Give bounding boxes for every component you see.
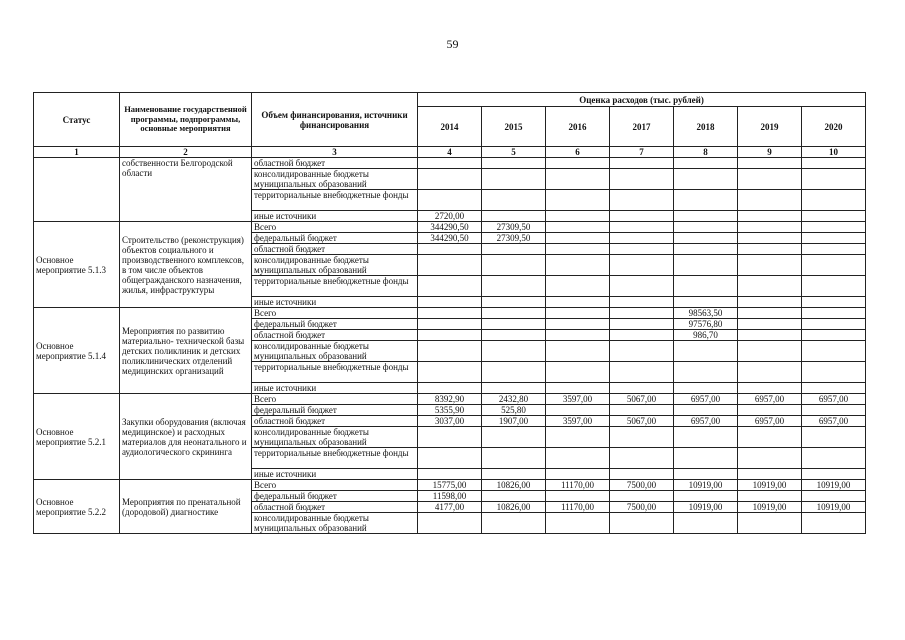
value-cell: 6957,00 [674, 416, 738, 427]
value-cell [802, 469, 866, 480]
financing-source-cell: федеральный бюджет [252, 319, 418, 330]
value-cell [418, 513, 482, 534]
value-cell [546, 276, 610, 297]
value-cell [738, 169, 802, 190]
value-cell [674, 405, 738, 416]
status-cell: Основное мероприятие 5.2.1 [34, 394, 120, 480]
program-name-cell: Мероприятия по развитию материально- технической базы детских поликлиник и детских поликлинических отделений медицинских организаций [120, 308, 252, 394]
value-cell [674, 383, 738, 394]
program-name-cell: Закупки оборудования (включая медицинское) и расходных материалов для неонатального и аудиологического скрининга [120, 394, 252, 480]
column-number: 5 [482, 147, 546, 158]
financing-source-cell: иные источники [252, 211, 418, 222]
table-row [34, 308, 866, 319]
value-cell [482, 158, 546, 169]
column-number: 3 [252, 147, 418, 158]
value-cell: 6957,00 [802, 394, 866, 405]
financing-source-cell: Всего [252, 480, 418, 491]
value-cell [738, 222, 802, 233]
financing-source-cell: консолидированные бюджеты муниципальных образований [252, 513, 418, 534]
value-cell [610, 341, 674, 362]
value-cell: 10919,00 [802, 502, 866, 513]
value-cell: 6957,00 [674, 394, 738, 405]
value-cell [738, 319, 802, 330]
value-cell: 97576,80 [674, 319, 738, 330]
financing-source-cell: федеральный бюджет [252, 491, 418, 502]
value-cell [418, 297, 482, 308]
table-row [34, 158, 866, 169]
value-cell [802, 513, 866, 534]
value-cell [802, 244, 866, 255]
column-number: 2 [120, 147, 252, 158]
financing-source-cell: областной бюджет [252, 330, 418, 341]
status-cell [34, 158, 120, 222]
financing-header: Объем финансирования, источники финансирования [252, 93, 418, 147]
value-cell [738, 383, 802, 394]
value-cell: 27309,50 [482, 222, 546, 233]
value-cell [482, 427, 546, 448]
value-cell [482, 491, 546, 502]
financing-source-cell: иные источники [252, 383, 418, 394]
value-cell [546, 330, 610, 341]
table-row [34, 394, 866, 405]
value-cell [482, 308, 546, 319]
value-cell: 5067,00 [610, 394, 674, 405]
value-cell [802, 330, 866, 341]
value-cell [738, 244, 802, 255]
year-header: 2016 [546, 107, 610, 147]
value-cell [482, 255, 546, 276]
value-cell [418, 244, 482, 255]
year-header: 2019 [738, 107, 802, 147]
value-cell [546, 319, 610, 330]
value-cell [674, 513, 738, 534]
value-cell [674, 297, 738, 308]
value-cell [674, 233, 738, 244]
estimate-header: Оценка расходов (тыс. рублей) [418, 93, 866, 107]
value-cell [610, 513, 674, 534]
value-cell [674, 158, 738, 169]
value-cell [546, 297, 610, 308]
value-cell [674, 244, 738, 255]
value-cell [802, 222, 866, 233]
value-cell: 3597,00 [546, 394, 610, 405]
value-cell [802, 211, 866, 222]
year-header: 2017 [610, 107, 674, 147]
status-cell: Основное мероприятие 5.2.2 [34, 480, 120, 534]
value-cell [482, 211, 546, 222]
value-cell [610, 255, 674, 276]
value-cell: 11170,00 [546, 480, 610, 491]
value-cell [802, 341, 866, 362]
page-number: 59 [446, 37, 459, 51]
value-cell: 525,80 [482, 405, 546, 416]
value-cell: 1907,00 [482, 416, 546, 427]
column-number: 7 [610, 147, 674, 158]
table-row [34, 480, 866, 491]
value-cell [802, 308, 866, 319]
value-cell [738, 308, 802, 319]
value-cell: 10826,00 [482, 502, 546, 513]
year-header: 2018 [674, 107, 738, 147]
value-cell [738, 448, 802, 469]
value-cell [482, 362, 546, 383]
value-cell [802, 158, 866, 169]
value-cell [482, 190, 546, 211]
status-cell: Основное мероприятие 5.1.4 [34, 308, 120, 394]
financing-source-cell: консолидированные бюджеты муниципальных образований [252, 169, 418, 190]
value-cell [738, 190, 802, 211]
value-cell [546, 255, 610, 276]
value-cell [738, 362, 802, 383]
value-cell [546, 190, 610, 211]
table-row [34, 222, 866, 233]
value-cell: 10919,00 [738, 480, 802, 491]
value-cell: 344290,50 [418, 233, 482, 244]
value-cell [674, 211, 738, 222]
value-cell [738, 255, 802, 276]
column-number: 8 [674, 147, 738, 158]
value-cell [482, 244, 546, 255]
value-cell [802, 255, 866, 276]
value-cell [546, 308, 610, 319]
year-header: 2020 [802, 107, 866, 147]
program-name-cell: Мероприятия по пренатальной (дородовой) диагностике [120, 480, 252, 534]
value-cell [482, 448, 546, 469]
value-cell: 15775,00 [418, 480, 482, 491]
value-cell [482, 276, 546, 297]
column-number: 1 [34, 147, 120, 158]
value-cell [738, 491, 802, 502]
financing-source-cell: территориальные внебюджетные фонды [252, 276, 418, 297]
value-cell [738, 330, 802, 341]
value-cell [418, 341, 482, 362]
financing-source-cell: консолидированные бюджеты муниципальных образований [252, 255, 418, 276]
value-cell: 10919,00 [802, 480, 866, 491]
value-cell [802, 233, 866, 244]
value-cell [738, 158, 802, 169]
program-header: Наименование государственной программы, подпрограммы, основные мероприятия [120, 93, 252, 147]
value-cell [610, 362, 674, 383]
value-cell [418, 469, 482, 480]
value-cell [738, 276, 802, 297]
value-cell: 6957,00 [802, 416, 866, 427]
value-cell: 986,70 [674, 330, 738, 341]
financing-source-cell: областной бюджет [252, 502, 418, 513]
value-cell [482, 383, 546, 394]
financing-source-cell: Всего [252, 308, 418, 319]
value-cell [610, 211, 674, 222]
value-cell: 11598,00 [418, 491, 482, 502]
column-number: 10 [802, 147, 866, 158]
value-cell [738, 405, 802, 416]
financing-source-cell: консолидированные бюджеты муниципальных образований [252, 341, 418, 362]
value-cell [610, 222, 674, 233]
value-cell [482, 469, 546, 480]
financing-source-cell: территориальные внебюджетные фонды [252, 362, 418, 383]
value-cell [738, 233, 802, 244]
value-cell: 98563,50 [674, 308, 738, 319]
value-cell [546, 513, 610, 534]
value-cell [610, 383, 674, 394]
value-cell [418, 308, 482, 319]
financing-source-cell: Всего [252, 222, 418, 233]
value-cell [546, 233, 610, 244]
value-cell [546, 383, 610, 394]
value-cell: 7500,00 [610, 502, 674, 513]
value-cell [418, 190, 482, 211]
value-cell [610, 190, 674, 211]
value-cell [546, 222, 610, 233]
value-cell [546, 469, 610, 480]
value-cell [674, 427, 738, 448]
financing-source-cell: федеральный бюджет [252, 233, 418, 244]
value-cell: 3597,00 [546, 416, 610, 427]
value-cell: 11170,00 [546, 502, 610, 513]
value-cell [546, 362, 610, 383]
value-cell: 2432,80 [482, 394, 546, 405]
value-cell [738, 297, 802, 308]
value-cell [738, 513, 802, 534]
value-cell [802, 405, 866, 416]
value-cell [610, 158, 674, 169]
financing-source-cell: иные источники [252, 297, 418, 308]
value-cell [802, 276, 866, 297]
value-cell [546, 405, 610, 416]
financing-source-cell: иные источники [252, 469, 418, 480]
value-cell [738, 211, 802, 222]
value-cell: 5355,90 [418, 405, 482, 416]
value-cell [610, 427, 674, 448]
value-cell [610, 330, 674, 341]
value-cell [418, 362, 482, 383]
value-cell [802, 383, 866, 394]
value-cell [802, 169, 866, 190]
value-cell [418, 158, 482, 169]
budget-table [33, 92, 866, 534]
financing-source-cell: территориальные внебюджетные фонды [252, 448, 418, 469]
value-cell [610, 319, 674, 330]
value-cell [610, 308, 674, 319]
value-cell [802, 190, 866, 211]
financing-source-cell: федеральный бюджет [252, 405, 418, 416]
value-cell [738, 427, 802, 448]
year-header: 2015 [482, 107, 546, 147]
value-cell [610, 448, 674, 469]
value-cell: 3037,00 [418, 416, 482, 427]
value-cell [610, 244, 674, 255]
value-cell: 344290,50 [418, 222, 482, 233]
financing-source-cell: территориальные внебюджетные фонды [252, 190, 418, 211]
column-number: 6 [546, 147, 610, 158]
value-cell: 8392,90 [418, 394, 482, 405]
value-cell [610, 233, 674, 244]
status-cell: Основное мероприятие 5.1.3 [34, 222, 120, 308]
value-cell [738, 469, 802, 480]
column-number: 9 [738, 147, 802, 158]
value-cell: 2720,00 [418, 211, 482, 222]
value-cell: 10919,00 [674, 502, 738, 513]
status-header: Статус [34, 93, 120, 147]
value-cell [610, 297, 674, 308]
value-cell [802, 319, 866, 330]
value-cell [674, 276, 738, 297]
value-cell [610, 469, 674, 480]
value-cell [674, 255, 738, 276]
value-cell [674, 362, 738, 383]
value-cell [674, 169, 738, 190]
value-cell [546, 341, 610, 362]
value-cell: 5067,00 [610, 416, 674, 427]
value-cell [546, 491, 610, 502]
value-cell [546, 244, 610, 255]
value-cell [418, 427, 482, 448]
financing-source-cell: консолидированные бюджеты муниципальных образований [252, 427, 418, 448]
value-cell [418, 255, 482, 276]
value-cell: 27309,50 [482, 233, 546, 244]
value-cell [610, 169, 674, 190]
value-cell [482, 341, 546, 362]
value-cell [610, 405, 674, 416]
value-cell [674, 491, 738, 502]
value-cell: 7500,00 [610, 480, 674, 491]
column-number: 4 [418, 147, 482, 158]
value-cell: 4177,00 [418, 502, 482, 513]
value-cell [482, 297, 546, 308]
value-cell [418, 448, 482, 469]
value-cell [802, 448, 866, 469]
value-cell [418, 383, 482, 394]
value-cell [418, 276, 482, 297]
value-cell: 6957,00 [738, 394, 802, 405]
value-cell [802, 427, 866, 448]
value-cell [802, 491, 866, 502]
value-cell [482, 513, 546, 534]
value-cell [418, 319, 482, 330]
value-cell: 10919,00 [738, 502, 802, 513]
value-cell [482, 330, 546, 341]
value-cell [418, 169, 482, 190]
value-cell: 10919,00 [674, 480, 738, 491]
program-name-cell: Строительство (реконструкция) объектов социального и производственного комплексов, в том числе объектов общегражданского назначения, жилья, инфраструктуры [120, 222, 252, 308]
year-header: 2014 [418, 107, 482, 147]
value-cell [482, 319, 546, 330]
value-cell [546, 448, 610, 469]
financing-source-cell: областной бюджет [252, 244, 418, 255]
value-cell [802, 362, 866, 383]
financing-source-cell: областной бюджет [252, 416, 418, 427]
value-cell [546, 158, 610, 169]
value-cell [546, 211, 610, 222]
value-cell [482, 169, 546, 190]
value-cell [802, 297, 866, 308]
value-cell [738, 341, 802, 362]
financing-source-cell: Всего [252, 394, 418, 405]
value-cell [546, 169, 610, 190]
value-cell [674, 341, 738, 362]
value-cell [418, 330, 482, 341]
value-cell: 10826,00 [482, 480, 546, 491]
value-cell [674, 469, 738, 480]
value-cell: 6957,00 [738, 416, 802, 427]
value-cell [674, 190, 738, 211]
value-cell [610, 491, 674, 502]
program-name-cell: собственности Белгородской области [120, 158, 252, 222]
value-cell [674, 448, 738, 469]
value-cell [610, 276, 674, 297]
value-cell [674, 222, 738, 233]
financing-source-cell: областной бюджет [252, 158, 418, 169]
value-cell [546, 427, 610, 448]
